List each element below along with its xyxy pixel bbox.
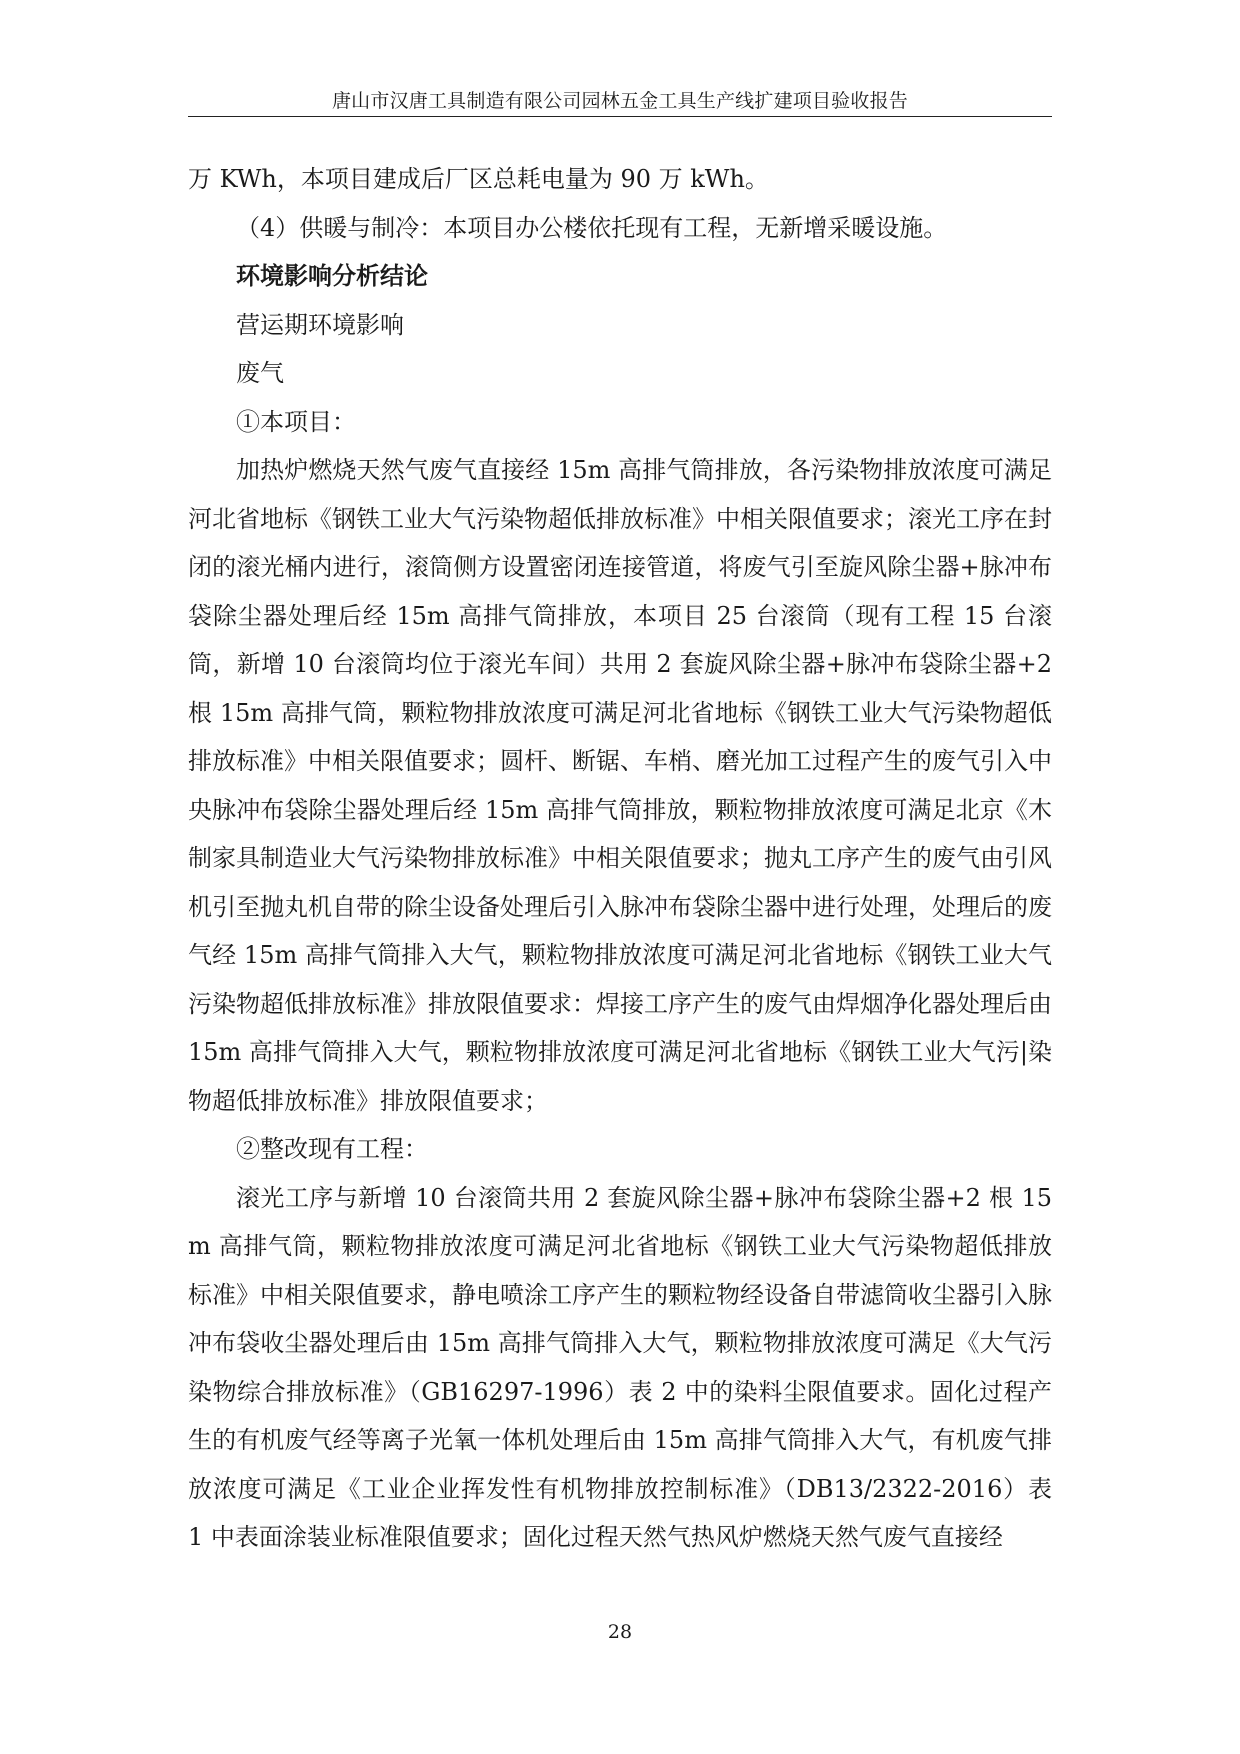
page-header: 唐山市汉唐工具制造有限公司园林五金工具生产线扩建项目验收报告	[331, 90, 908, 112]
paragraph-heating-cooling: （4）供暖与制冷：本项目办公楼依托现有工程，无新增采暖设施。	[236, 213, 948, 242]
subheading-waste-gas: 废气	[236, 359, 284, 387]
page-number: 28	[607, 1621, 633, 1643]
header-divider	[188, 116, 1052, 117]
paragraph-rectify-existing-emissions: 滚光工序与新增 10 台滚筒共用 2 套旋风除尘器+脉冲布袋除尘器+2 根 15m 高排气筒，颗粒物排放浓度可满足河北省地标《钢铁工业大气污染物超低排放标准》中相关限值要求，静电喷涂工序产生的颗粒物经设备自带滤筒收尘器引入脉冲布袋收尘器处理后由 15m 高排气筒排入大气，颗粒物排放浓度可满足《大气污染物综合排放标准》（GB16297-1996）表 2 中的染料尘限值要求。固化过程产生的有机废气经等离子光氧一体机处理后由 15m 高排气筒排入大气，有机废气排放浓度可满足《工业企业挥发性有机物排放控制标准》（DB13/2322-2016）表 1 中表面涂装业标准限值要求；固化过程天然气热风炉燃烧天然气废气直接经	[188, 1183, 1052, 1551]
subheading-operation-period: 营运期环境影响	[236, 310, 404, 339]
subheading-this-project: ①本项目：	[236, 407, 356, 436]
subheading-rectify-existing: ②整改现有工程：	[236, 1135, 428, 1163]
paragraph-electricity-continued: 万 KWh，本项目建成后厂区总耗电量为 90 万 kWh。	[188, 165, 769, 193]
page-body	[188, 155, 1052, 1562]
paragraph-this-project-emissions: 加热炉燃烧天然气废气直接经 15m 高排气筒排放，各污染物排放浓度可满足河北省地标《钢铁工业大气污染物超低排放标准》中相关限值要求；滚光工序在封闭的滚光桶内进行，滚筒侧方设置密闭连接管道，将废气引至旋风除尘器+脉冲布袋除尘器处理后经 15m 高排气筒排放，本项目 25 台滚筒（现有工程 15 台滚筒，新增 10 台滚筒均位于滚光车间）共用 2 套旋风除尘器+脉冲布袋除尘器+2 根 15m 高排气筒，颗粒物排放浓度可满足河北省地标《钢铁工业大气污染物超低排放标准》中相关限值要求；圆杆、断锯、车梢、磨光加工过程产生的废气引入中央脉冲布袋除尘器处理后经 15m 高排气筒排放，颗粒物排放浓度可满足北京《木制家具制造业大气污染物排放标准》中相关限值要求；抛丸工序产生的废气由引风机引至抛丸机自带的除尘设备处理后引入脉冲布袋除尘器中进行处理，处理后的废气经 15m 高排气筒排入大气，颗粒物排放浓度可满足河北省地标《钢铁工业大气污染物超低排放标准》排放限值要求：焊接工序产生的废气由焊烟净化器处理后由 15m 高排气筒排入大气，颗粒物排放浓度可满足河北省地标《钢铁工业大气污|染物超低排放标准》排放限值要求；	[188, 456, 1052, 1115]
section-heading-environmental-conclusion: 环境影响分析结论	[236, 261, 428, 290]
